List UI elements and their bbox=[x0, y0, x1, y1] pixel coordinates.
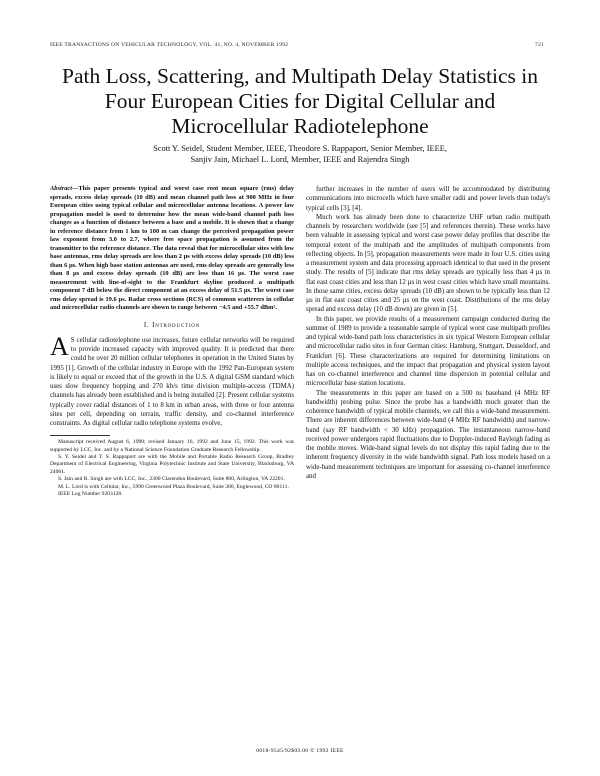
body-paragraph: Much work has already been done to characterize UHF urban radio multipath channels by researchers worldwide (see [5] and references therein). These works have been valuable in assessing typical and worst case power delay profiles that describe the temporal extent of the multipath and the amplitudes of multipath components from reflecting objects. In [5], propagation measurements were made in four U.S. cities using a measurement system and data processing approach identical to that used in the present study. The results of [5] indicate that rms delay spreads are typically less than 4 µs in flat east coast cities and less than 12 µs in west coast cities which have small mountains. In those same cities, excess delay spreads (10 dB) are shown to be typically less than 12 µs in flat east coast cities and 25 µs on the west coast. Distributions of the rms delay spread and excess delay (10 dB down) are given in [5]. bbox=[306, 213, 550, 314]
footnote: S. Y. Seidel and T. S. Rappaport are with the Mobile and Portable Radio Research Group, Bradley Department of Electrical Engineering, Virginia Polytechnic Institute and State University, Blacksburg, VA 24061. bbox=[50, 454, 294, 475]
intro-text: S cellular radiotelephone use increases, future cellular networks will be required to provide increased capacity with improved quality. It is predicted that there could be over 20 million cellular telephones in operation in the United States by 1995 [1]. Growth of the cellular industry in Europe with the 1992 Pan-European system is likely to equal or exceed that of the growth in the U.S. A digital GSM standard which uses slow frequency hopping and 270 kb/s time division multiple-access (TDMA) channels has already been established and is being installed [2]. Present cellular systems typically cover radial distances of 1 to 8 km in urban areas, with three or four antenna sites per cell, depending on terrain, traffic density, and co-channel interference constraints. As digital cellular radio telephone systems evolve, bbox=[50, 336, 294, 427]
body-paragraph: In this paper, we provide results of a measurement campaign conducted during the summer of 1989 to provide a reasonable sample of typical worst case multipath profiles and typical wide-band path loss characteristics in six typical Western European cellular and microcellular radio sites in four German cities: Hamburg, Stuttgart, Dusseldorf, and Frankfurt [6]. These characterizations are required for determining limitations on multiple access techniques, and the impact that propagation and physical system layout has on co-channel interference and channel time dispersion in potential cellular and microcellular base station locations. bbox=[306, 315, 550, 388]
footnotes bbox=[50, 439, 294, 498]
abstract-text: This paper presents typical and worst case root mean square (rms) delay spreads, excess delay spreads (10 dB) and mean channel path loss at 900 MHz in four European cities using typical cellular and microcellular antenna locations. A power law propagation model is used to determine how the mean wide-band channel path loss changes as a function of distance between a base and a mobile. It is shown that a change in reference distance from 1 km to 100 m can change the perceived propagation power law exponent from 3.0 to 2.7, where free space propagation is assumed from the transmitter to the reference distance. The data reveal that for microcellular sites with low base antennas, rms delay spreads are less than 2 µs with excess delay spreads (10 dB) less than 6 µs. When high base station antennas are used, rms delay spreads are generally less than 8 µs and excess delay spreads (10 dB) are less than 16 µs. The worst case measurement with line-of-sight to the Frankfurt skyline produced a multipath component 7 dB below the direct component at an excess delay of 51.5 µs. The worst case rms delay spread is 19.6 µs. Radar cross sections (RCS) of common scatterers in cellular and microcellular radio channels are shown to range between −4.5 and +55.7 dBm². bbox=[50, 185, 294, 311]
author-line-1: Scott Y. Seidel, Student Member, IEEE, Theodore S. Rappaport, Senior Member, IEEE, bbox=[153, 144, 447, 153]
paper-title: Path Loss, Scattering, and Multipath Delay Statistics in Four European Cities for Digital Cellular and Microcellular Radiotelephone bbox=[62, 64, 538, 138]
copyright-line: 0018-9545/92$03.00 © 1992 IEEE bbox=[256, 748, 344, 754]
author-block bbox=[80, 143, 520, 165]
footnote: Manuscript received August 6, 1990; revised January 16, 1992 and June 15, 1992. This work was supported by LCC, Inc. and by a National Science Foundation Graduate Research Fellowship. bbox=[50, 439, 294, 453]
section-heading-introduction: I. Introduction bbox=[143, 320, 201, 329]
journal-line: IEEE TRANSACTIONS ON VEHICULAR TECHNOLOGY, VOL. 41, NO. 4, NOVEMBER 1992 bbox=[50, 42, 289, 48]
footnote-rule bbox=[50, 435, 110, 436]
abstract bbox=[50, 185, 294, 313]
drop-cap: A bbox=[50, 331, 69, 361]
intro-paragraph bbox=[50, 331, 294, 429]
abstract-label: Abstract— bbox=[50, 185, 79, 192]
left-column bbox=[50, 185, 294, 499]
body-paragraph: The measurements in this paper are based on a 500 ns baseband (4 MHz RF bandwidth) probing pulse. Since the probe has a bandwidth much greater than the coherence bandwidth of typical mobile channels, we call this a wide-band measurement. There are inherent differences between wide-band (4 MHz RF bandwidth) and narrow-band (say RF bandwidth < 30 kHz) propagation. The instantaneous narrow-band received power undergoes rapid fluctuations due to Doppler-induced Rayleigh fading as the mobile moves. Wide-band signal levels do not display this rapid fading due to the inherent frequency diversity in the wide bandwidth signal. Path loss models based on a wide-band measurement techniques are important for assessing co-channel interference and bbox=[306, 389, 550, 480]
footnote: M. L. Lord is with Cellular, Inc., 5990 Greenwood Plaza Boulevard, Suite 300, Englewood, CO 80111. bbox=[58, 483, 289, 490]
author-line-2: Sanjiv Jain, Michael L. Lord, Member, IEEE and Rajendra Singh bbox=[190, 155, 410, 164]
right-column bbox=[306, 185, 550, 481]
body-paragraph: further increases in the number of users will be accommodated by distributing communications into microcells which have smaller radii and power levels than today's typical cells [3], [4]. bbox=[306, 186, 550, 212]
footnote: IEEE Log Number 9203128. bbox=[58, 491, 123, 498]
running-head bbox=[50, 42, 544, 48]
footnote: S. Jain and R. Singh are with LCC, Inc., 2300 Clarendon Boulevard, Suite 800, Arlington, VA 22201. bbox=[58, 476, 285, 483]
page-number: 721 bbox=[535, 42, 544, 48]
